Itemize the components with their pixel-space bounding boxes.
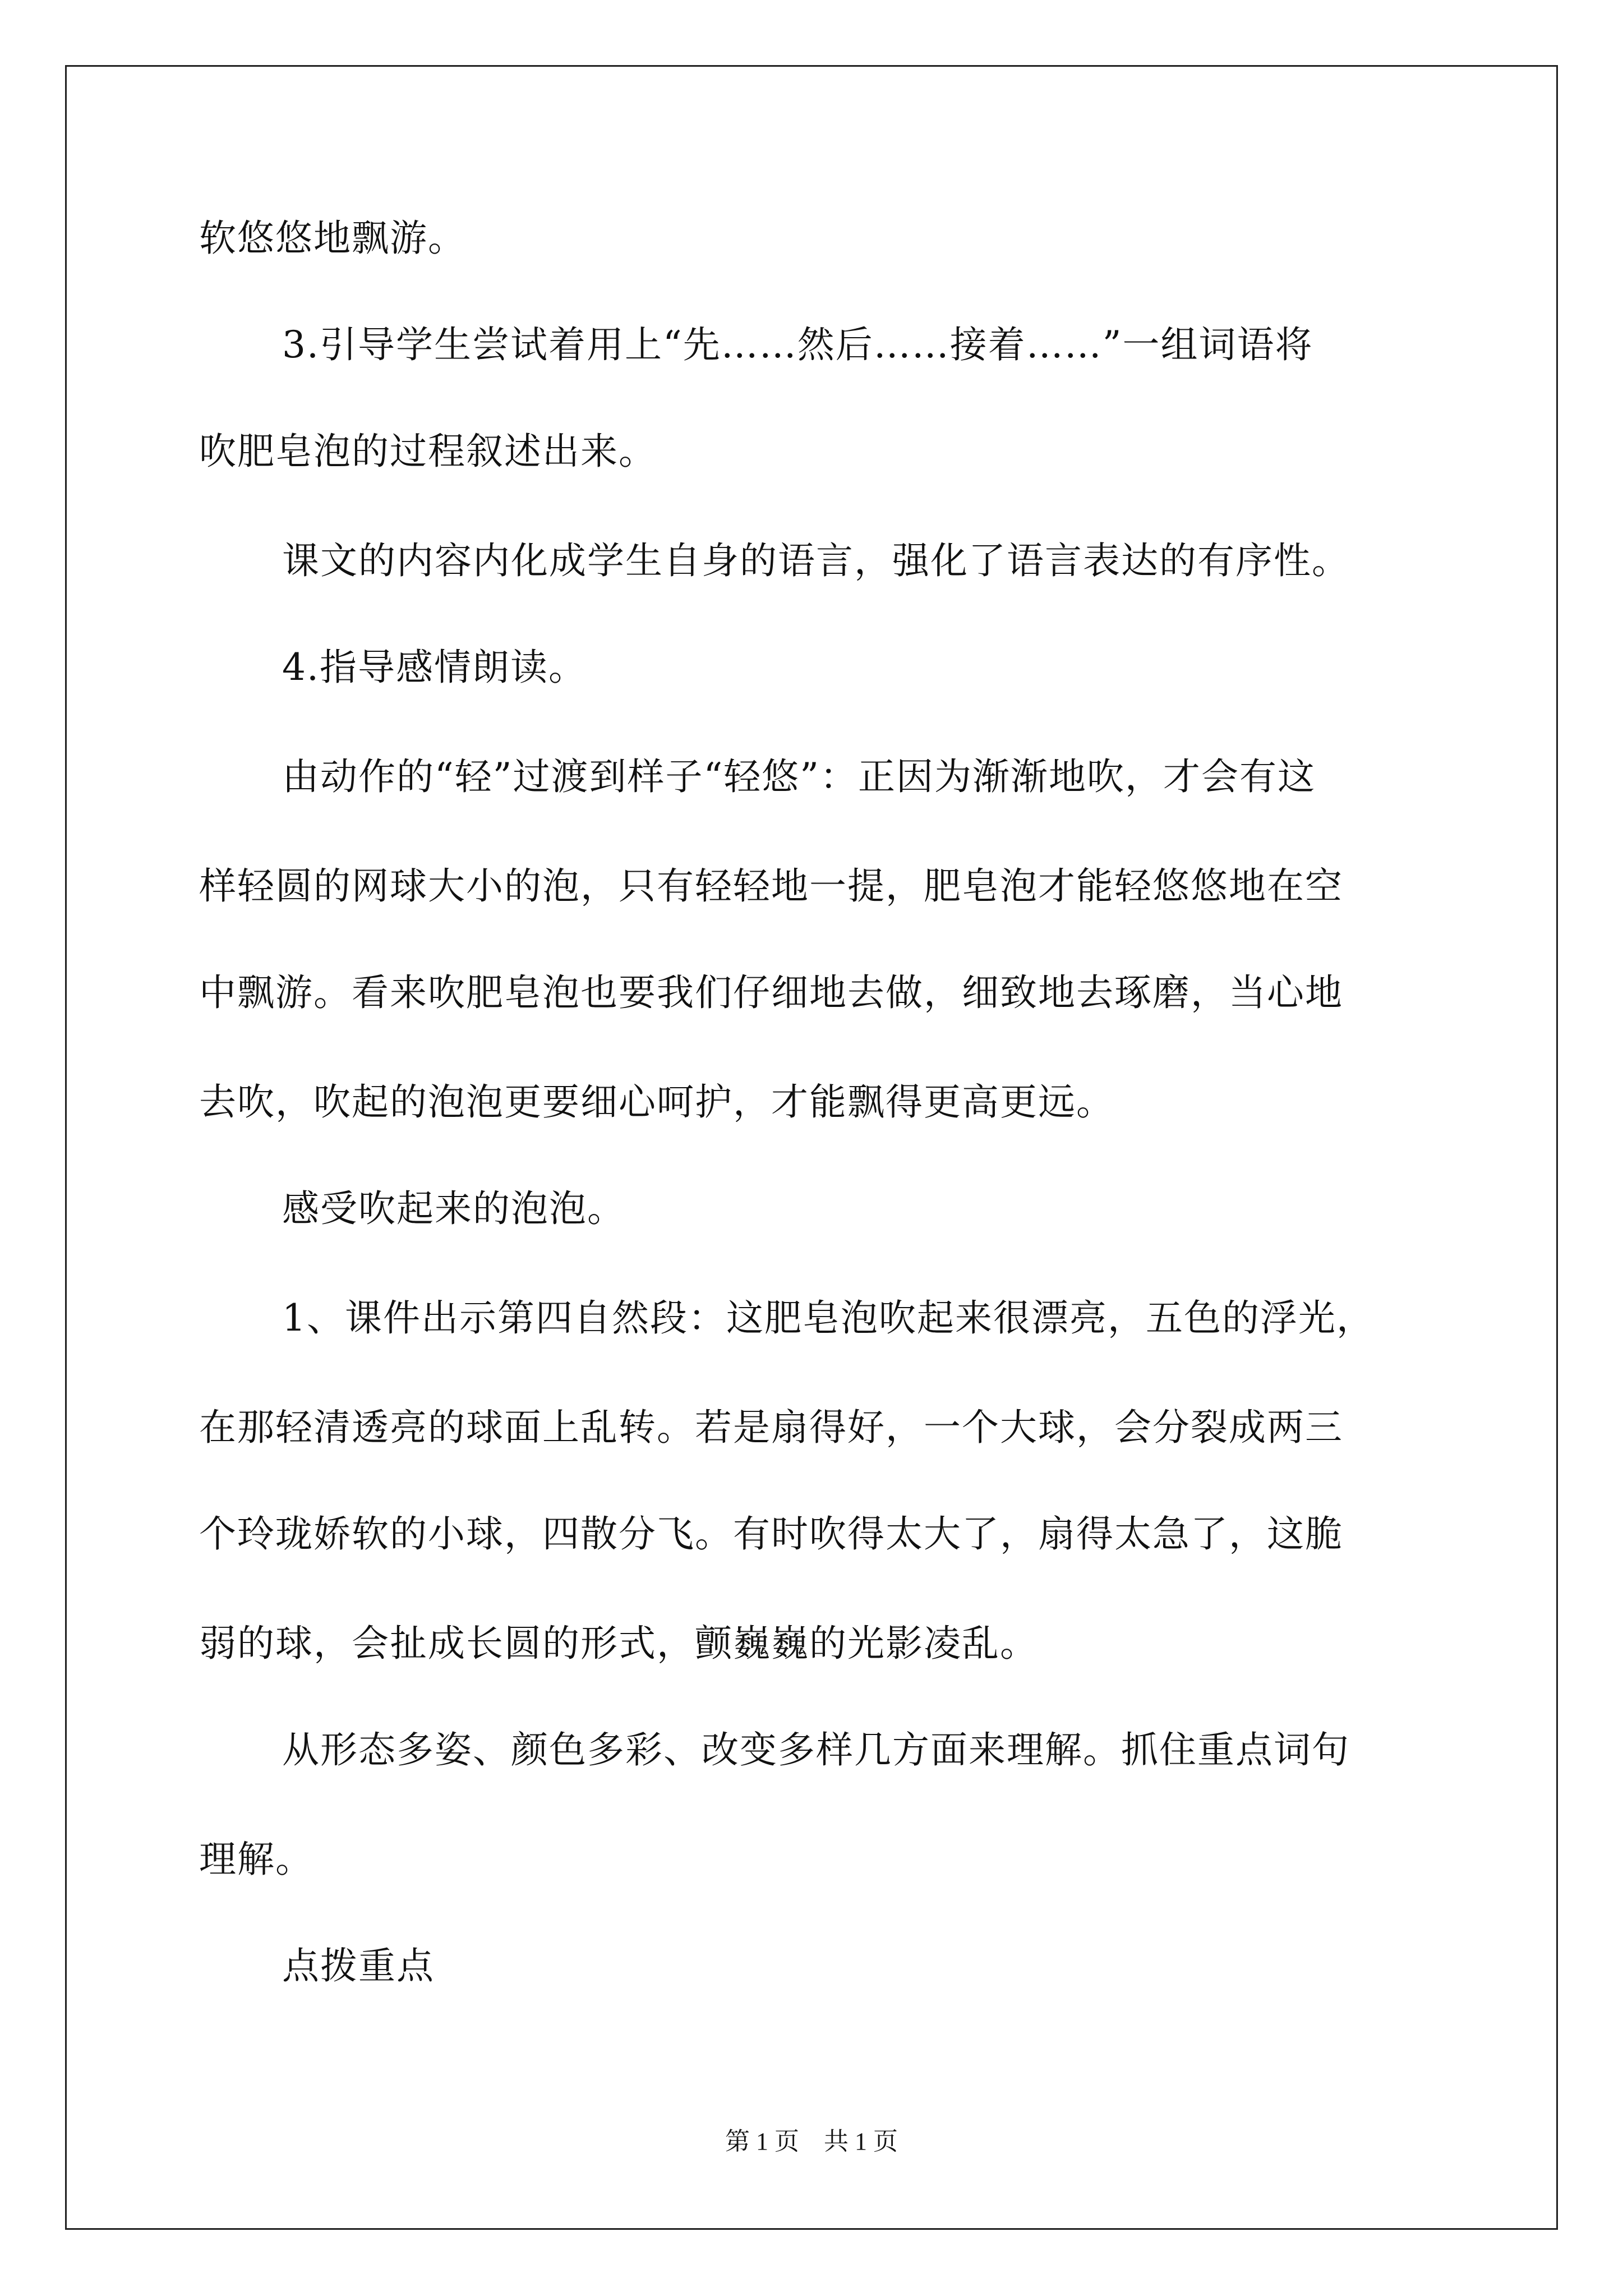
text-line: 3.引导学生尝试着用上“先……然后……接着……”一组词语将 — [282, 323, 1313, 366]
text-line: 样轻圆的网球大小的泡，只有轻轻地一提，肥皂泡才能轻悠悠地在空 — [199, 864, 1343, 908]
page-number-footer: 第 1 页 共 1 页 — [725, 2128, 898, 2155]
text-line: 4.指导感情朗读。 — [282, 646, 587, 689]
text-line: 从形态多姿、颜色多彩、改变多样几方面来理解。抓住重点词句 — [282, 1728, 1350, 1772]
text-line: 在那轻清透亮的球面上乱转。若是扇得好，一个大球，会分裂成两三 — [199, 1406, 1343, 1449]
text-line: 吹肥皂泡的过程叙述出来。 — [199, 430, 657, 473]
text-line: 感受吹起来的泡泡。 — [282, 1187, 625, 1230]
text-line: 中飘游。看来吹肥皂泡也要我们仔细地去做，细致地去琢磨，当心地 — [199, 971, 1343, 1014]
text-line: 弱的球，会扯成长圆的形式，颤巍巍的光影凌乱。 — [199, 1622, 1038, 1665]
text-line: 个玲珑娇软的小球，四散分飞。有时吹得太大了，扇得太急了，这脆 — [199, 1512, 1343, 1556]
text-line: 去吹，吹起的泡泡更要细心呵护，才能飘得更高更远。 — [199, 1080, 1114, 1124]
text-line: 点拨重点 — [282, 1944, 435, 1987]
text-line: 课文的内容内化成学生自身的语言，强化了语言表达的有序性。 — [282, 539, 1350, 582]
text-line: 由动作的“轻”过渡到样子“轻悠”：正因为渐渐地吹，才会有这 — [282, 755, 1316, 798]
text-line: 1、课件出示第四自然段：这肥皂泡吹起来很漂亮，五色的浮光， — [282, 1296, 1375, 1340]
text-line: 软悠悠地飘游。 — [199, 217, 466, 260]
page-border — [65, 65, 1558, 2230]
text-line: 理解。 — [199, 1838, 313, 1881]
